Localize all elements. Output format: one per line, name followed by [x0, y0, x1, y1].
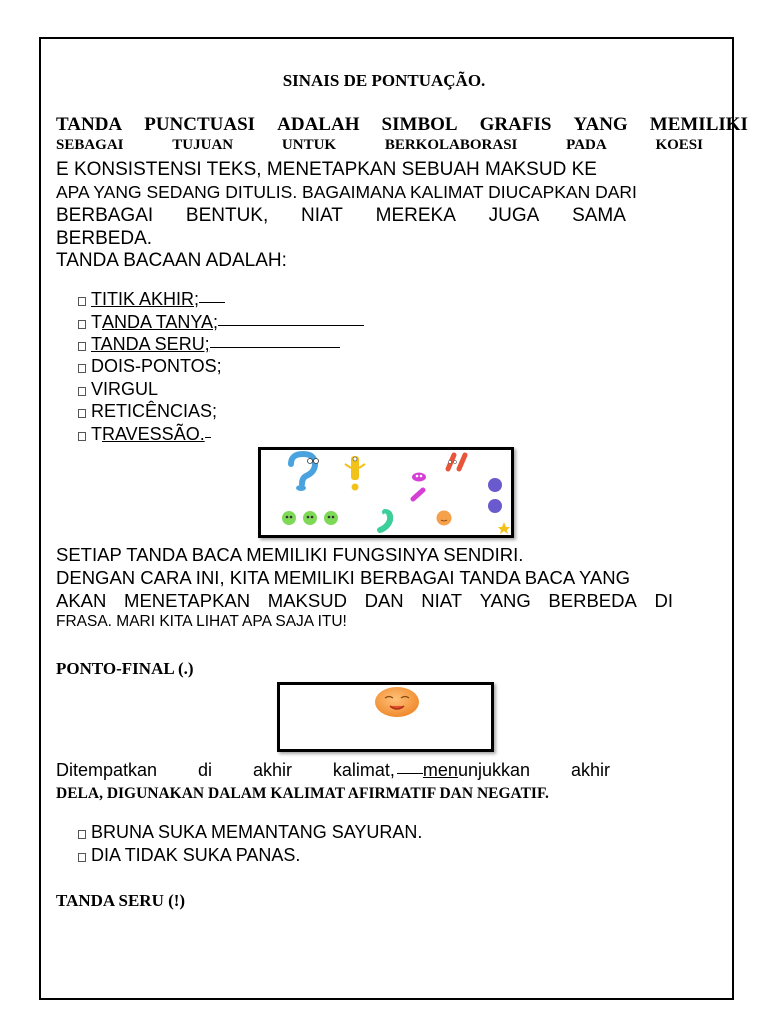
example-item	[78, 822, 422, 843]
list-item	[78, 356, 222, 377]
desc-word: di	[198, 760, 213, 780]
checkbox-bullet-icon	[78, 830, 86, 839]
desc-phrase	[333, 760, 530, 781]
list-item	[78, 334, 340, 355]
ponto-final-desc-line-1	[56, 760, 610, 781]
para2-word: YANG	[479, 590, 531, 611]
underline-blank	[210, 346, 340, 348]
intro-word: TUJUAN	[172, 137, 234, 153]
smiling-period-icon	[280, 685, 491, 749]
para2-word: MENETAPKAN	[124, 590, 251, 611]
intro-word: GRAFIS	[479, 114, 552, 135]
desc-word: kalimat,	[332, 760, 395, 780]
list-item-label: DOIS-PONTOS;	[91, 356, 222, 376]
example-text: DIA TIDAK SUKA PANAS.	[91, 845, 301, 865]
checkbox-bullet-icon	[78, 320, 86, 329]
intro-word: UNTUK	[281, 137, 337, 153]
para2-word: NIAT	[421, 590, 463, 611]
example-text: BRUNA SUKA MEMANTANG SAYURAN.	[91, 822, 423, 842]
exclamation-mark-icon	[345, 456, 365, 491]
list-item	[78, 289, 225, 310]
intro-line-1	[56, 114, 748, 136]
para2-line-3	[56, 590, 673, 612]
intro-word: ADALAH	[277, 114, 360, 135]
example-item	[78, 845, 300, 866]
intro-word: PADA	[566, 137, 607, 153]
star-icon	[498, 522, 510, 534]
intro-line-3: E KONSISTENSI TEKS, MENETAPKAN SEBUAH MAKSUD KE	[56, 159, 597, 180]
intro-word: TANDA	[56, 114, 123, 135]
semicolon-icon	[412, 473, 426, 500]
period-face-image	[277, 682, 494, 752]
intro-line-2	[56, 137, 703, 154]
desc-word: akhir	[252, 760, 292, 780]
intro-word: SAMA	[572, 205, 626, 226]
para2-word: DAN	[364, 590, 404, 611]
underline-blank	[205, 436, 211, 438]
desc-underlined: men	[422, 760, 458, 780]
list-item-label: TITIK AKHIR;	[91, 289, 200, 309]
intro-word: MEREKA	[375, 205, 456, 226]
para2-word: DI	[654, 590, 673, 611]
intro-word: SEBAGAI	[56, 137, 124, 153]
list-item-prefix: T	[91, 312, 102, 332]
intro-word: NIAT	[301, 205, 343, 226]
checkbox-bullet-icon	[78, 342, 86, 351]
page-title: SINAIS DE PONTUAÇÃO.	[282, 71, 486, 90]
section-heading-ponto-final: PONTO-FINAL (.)	[56, 659, 194, 678]
ponto-final-desc-line-2: DELA, DIGUNAKAN DALAM KALIMAT AFIRMATIF DAN NEGATIF.	[56, 785, 549, 802]
checkbox-bullet-icon	[78, 409, 86, 418]
intro-word: BERBAGAI	[56, 205, 154, 226]
list-item-label: RETICÊNCIAS;	[91, 401, 218, 421]
intro-word: KOESI	[655, 137, 703, 153]
intro-word: SIMBOL	[381, 114, 458, 135]
intro-word: PUNCTUASI	[144, 114, 256, 135]
checkbox-bullet-icon	[78, 853, 86, 862]
section-heading-tanda-seru: TANDA SERU (!)	[56, 891, 186, 910]
checkbox-bullet-icon	[78, 387, 86, 396]
colon-icon	[488, 478, 502, 513]
intro-word: YANG	[573, 114, 628, 135]
intro-line-7: TANDA BACAAN ADALAH:	[56, 250, 287, 271]
ellipsis-icon	[282, 511, 338, 525]
intro-word: JUGA	[488, 205, 540, 226]
intro-line-6: BERBEDA.	[56, 228, 153, 249]
list-item-label: TANDA SERU;	[91, 334, 210, 354]
para2-word: BERBEDA	[548, 590, 637, 611]
punctuation-cartoon-icons	[261, 450, 511, 535]
quotation-marks-icon	[448, 455, 465, 469]
checkbox-bullet-icon	[78, 364, 86, 373]
list-item	[78, 312, 364, 333]
intro-line-5	[56, 205, 626, 227]
list-item-label: ANDA TANYA;	[102, 312, 219, 332]
checkbox-bullet-icon	[78, 432, 86, 441]
para2-word: MAKSUD	[267, 590, 347, 611]
intro-word: MEMILIKI	[649, 114, 748, 135]
para2-line-2: DENGAN CARA INI, KITA MEMILIKI BERBAGAI TANDA BACA YANG	[56, 567, 630, 588]
para2-line-4: FRASA. MARI KITA LIHAT APA SAJA ITU!	[56, 613, 347, 630]
checkbox-bullet-icon	[78, 297, 86, 306]
period-icon	[437, 511, 452, 526]
list-item-label: RAVESSÃO.	[102, 424, 205, 444]
list-item-prefix: T	[91, 424, 102, 444]
punctuation-cartoon-image	[258, 447, 514, 538]
para2-line-1: SETIAP TANDA BACA MEMILIKI FUNGSINYA SENDIRI.	[56, 544, 524, 565]
intro-line-4: APA YANG SEDANG DITULIS. BAGAIMANA KALIMAT DIUCAPKAN DARI	[56, 182, 637, 202]
comma-icon	[380, 512, 390, 530]
intro-word: BERKOLABORASI	[384, 137, 518, 153]
underline-blank	[397, 772, 423, 774]
list-item	[78, 379, 158, 400]
underline-blank	[218, 324, 364, 326]
list-item	[78, 424, 211, 445]
para2-word: AKAN	[56, 590, 107, 611]
question-mark-icon	[291, 454, 319, 491]
underline-blank	[199, 301, 225, 303]
desc-word: akhir	[570, 760, 610, 780]
intro-word: BENTUK,	[185, 205, 269, 226]
list-item	[78, 401, 217, 422]
list-item-label: VIRGUL	[91, 379, 159, 399]
desc-word: unjukkan	[457, 760, 530, 780]
desc-word: Ditempatkan	[56, 760, 158, 780]
